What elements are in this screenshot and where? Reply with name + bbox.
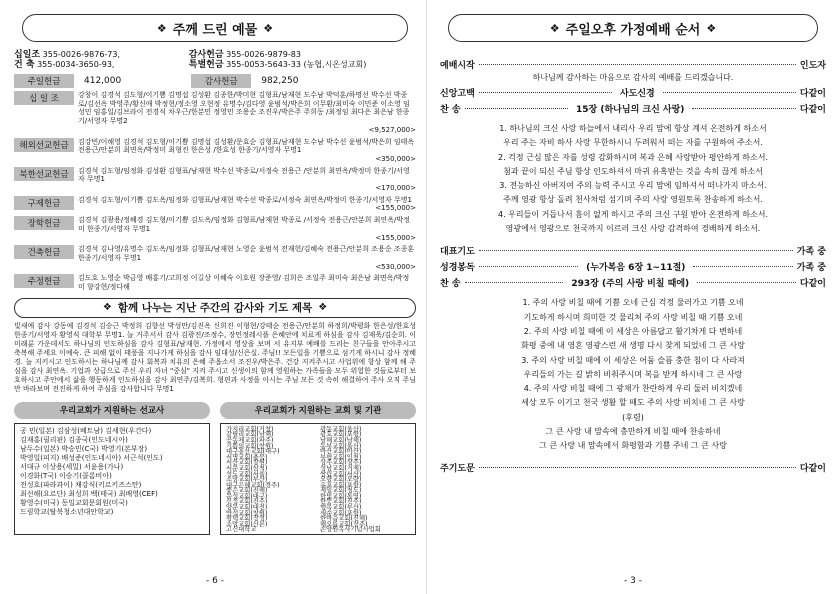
offering-donors — [74, 138, 416, 164]
missionary-line: 황영수(미국) 동일교회문회원(미국) — [20, 498, 128, 507]
church-item: 신정교회(진주) — [226, 498, 268, 506]
donor-names: 김강빈/이해영 김경석 김도형/이기쁨 김명섭 김성환/문효순 김형표/남재현 도수남 박수선 윤범석/박은희 임태옥 전용근/안분희 최면옥/박정미 최형진 한은성 /한효성 한종기/서영자 무명1 — [78, 137, 415, 155]
page-number-left: - 6 - — [206, 576, 224, 586]
church-item: 반석교회(창원) — [226, 509, 268, 517]
church-item: 문성교회(대구) — [226, 492, 268, 500]
offering-row — [14, 245, 416, 271]
lyric-line: 그 큰 사랑 내 맘속에 충만하게 비칠 때에 찬송하네 — [545, 427, 721, 437]
church-item: 한뜻교회(진주) — [320, 498, 362, 506]
order-lords-prayer: 주기도문 다같이 — [440, 464, 826, 475]
missionary-line: 박영일(피지) 배성준(인도네시아) 서근석(인도) — [20, 453, 163, 462]
left-page — [14, 14, 416, 586]
missionary-line: 남두수(일본) 박승민(C국) 박영기(본부장) — [20, 444, 148, 453]
offering-donors — [74, 245, 416, 271]
church-column-b — [320, 425, 410, 534]
offering-row — [14, 167, 416, 193]
lyric-line: 우리들의 가는 길 밝히 비춰주시며 복을 받게 하시네 그 큰 사랑 — [523, 369, 743, 379]
page-divider — [426, 0, 427, 594]
thanks-offering-label: 감사헌금 — [191, 74, 251, 88]
offering-row — [14, 216, 416, 242]
church-item: 행복교회(부산) — [320, 504, 362, 512]
tithe-account-label: 십일조 — [14, 50, 41, 60]
church-item: 기쁨의교회(창원) — [226, 442, 274, 450]
offering-total: <9,527,000> — [368, 125, 416, 134]
donor-names: 김경석 김광용/정혜경 김도형/이기쁨 김도옥/임정화 김형표/남재현 박종로 /서정숙 전용근/안분희 최연옥/박정미 한종기/서영자 무명1 — [78, 216, 410, 233]
offering-label: 장학헌금 — [14, 216, 74, 230]
missionary-line: 공 민(일본) 김삼성(베트남) 김세현(우간다) — [20, 426, 152, 435]
order-hymn1: 찬 송 15장 (하나님의 크신 사랑) 다같이 — [440, 104, 826, 115]
church-item: 손양원목사기념사업회 — [320, 526, 381, 534]
offering-label: 십 일 조 — [14, 91, 74, 105]
church-item: 갈릴리교회(남해) — [226, 431, 274, 439]
sunday-offering-label: 주일헌금 — [14, 74, 74, 88]
lyric-line: 화평 중에 내 영혼 영광스런 새 생명 다시 찾게 되었네 그 큰 사랑 — [521, 341, 745, 351]
lyric-line: 2. 걱정 근심 많은 자를 성령 감화하시며 복과 은혜 사랑받아 평안하게 하소서. — [498, 152, 768, 162]
account-info — [14, 50, 416, 70]
church-item: 소망교회(산본) — [226, 520, 268, 528]
church-item: 새순교회(포항) — [320, 509, 362, 517]
church-item: 성도교회(서울) — [226, 470, 268, 478]
missionary-line: 전성호(파라과이) 채강식(키르키즈스탄) — [20, 480, 142, 489]
missionary-line: 드림학교(탈북청소년대안학교) — [20, 507, 114, 516]
church-item: 남해교회(남해) — [320, 436, 362, 444]
prayer-title: ❖ 함께 나누는 지난 주간의 감사와 기도 제목 ❖ — [14, 298, 416, 318]
diamond-icon: ❖ — [318, 302, 328, 314]
donor-names: 김경석 김도형/이기쁨 김도옥/임정화 김형표/남재현 박수선 박종로/서정숙 최연옥/박정미 한종기/서영자 무명1 — [78, 195, 412, 204]
church-item: 공동체교회(파주) — [226, 436, 274, 444]
missionary-box — [14, 402, 210, 535]
opening-text: 하나님께 감사하는 마음으로 감사의 예배를 드리겠습니다. — [532, 73, 734, 82]
thanks-account-number: 355-0026-9879-83 — [226, 50, 301, 59]
page-number-right: - 3 - — [624, 576, 642, 586]
church-list — [220, 423, 416, 535]
lyric-line: (후렴) — [622, 412, 644, 422]
offering-row — [14, 274, 416, 291]
missionary-line: 최선해(요르단) 최성희 백(태국) 최배영(CEF) — [20, 489, 158, 498]
offering-row — [14, 138, 416, 164]
offering-total: <530,000> — [375, 262, 416, 271]
lyric-line: 1. 주의 사랑 비칠 때에 기쁨 오네 근심 걱정 물러가고 기쁨 오네 — [522, 298, 744, 308]
lyric-line: 3. 주의 사랑 비칠 때에 이 세상은 어둠 슬픔 충한 침이 다 사라져 — [521, 355, 745, 365]
lyric-line: 세상 모두 이기고 천국 생활 할 때도 주의 사랑 비치네 그 큰 사랑 — [521, 398, 745, 408]
lyric-line: 2. 주의 사랑 비칠 때에 이 세상은 아름답고 활기차게 다 변하네 — [523, 326, 743, 336]
offering-row — [14, 196, 416, 213]
sunday-offering-amount: 412,000 — [84, 76, 122, 86]
church-item: 유포교회(포항) — [320, 481, 362, 489]
church-item: 광동교회(울산) — [320, 425, 362, 433]
right-page — [440, 14, 827, 586]
prayer-text: 빛새예 감사 강동예 김경석 김승근 박정희 김향선 박성만/김진옥 신희진 이형현/강태순 전용근/안분희 하정희/박평화 한은성/한효성 한종기/서영자 황영식 대학부 무명1. 늘 거주서서 감사 김광진/조정수, 장민정레시플 은혜안에 치료게 하심을 감사 김재욱/김순희. 이 미래룬 가운데서도 하나님의 인도하심을 감사 김형표/남재현. 가정에서 영상을 보며 서 유지부 예배를 드리는 친구들을 안아주시고 축복해 주세요 이예숙. 큰 피해 없이 태풍을 지나가게 하심을 감사 임대성/신은실. 주님!! 모든일을 기쁨으로 섬기게 하시니 감사 정혜경. 늘 지키시고 인도하시는 하나님께 감사 회복과 치유의 은혜 주옵소서 조진우/박은주. 건강 지켜주시고 사업위에 항상 함께 해 주심을 감사 최연옥. 기업과 상급으로 주신 우리 자녀 "중심" 지켜 주시고 신생이의 함께 영원하는 가족들을 모두 위험한 것들로부터 보호하시고 주안에서 삶을 행동하게 인도하심을 감사 최연주/김복희. 형편과 사정을 아시는 주님 모든 것 속히 해결하여 주사 오직 주님만 바라보며 전진하게 하여 주심을 감사합니다 무명1 — [14, 321, 416, 393]
church-box — [220, 402, 416, 535]
thanks-account-label: 감사헌금 — [188, 50, 224, 60]
worship-order — [440, 56, 826, 476]
diamond-icon: ❖ — [549, 21, 560, 35]
offering-donors — [74, 274, 416, 291]
church-item: 서명교회(충북) — [226, 453, 268, 461]
offering-donors — [74, 196, 416, 213]
donor-names: 김경석 김나영/유명수 김도옥/임정화 김형표/남재현 노영순 윤범석 전재헌/김혜숙 전용근/안분희 조용순 조종훈 한종기/서영자 무명1 — [78, 245, 415, 262]
offering-donors — [74, 216, 416, 242]
lyric-line: 4. 주의 사랑 비칠 때에 그 광채가 찬란하게 우리 둘러 비치겠네 — [523, 384, 743, 394]
offering-label: 건축헌금 — [14, 245, 74, 259]
offering-label: 주정헌금 — [14, 274, 74, 288]
special-account-number: 355-0053-5643-33 (농협,시온성교회) — [226, 60, 367, 69]
worship-title: ❖ 주일오후 가정예배 순서 ❖ — [448, 14, 818, 42]
church-item: 평택교회(장성) — [226, 515, 268, 523]
diamond-icon: ❖ — [706, 21, 717, 35]
church-item: 오량교회(오량) — [320, 476, 362, 484]
church-item: 제일교회(청도) — [320, 487, 362, 495]
church-item: 상주교회(상주) — [320, 459, 362, 467]
missionary-line: 서대규 이상용(세밀) 서윤용(가나) — [20, 462, 124, 471]
offering-title: ❖ 주께 드린 예물 ❖ — [22, 14, 408, 42]
diamond-icon: ❖ — [102, 302, 112, 314]
summary-row — [14, 74, 416, 88]
offering-total: <155,000> — [375, 233, 416, 242]
lyric-line: 영광에서 영광으로 천국까지 이르러 크신 사랑 감격하여 경배하게 하소서. — [505, 224, 761, 234]
offering-total: <155,000> — [375, 204, 416, 213]
lyric-line: 그 큰 사랑 내 맘속에서 화평함과 기쁨 주네 그 큰 사랑 — [539, 441, 727, 451]
building-account-label: 건 축 — [14, 60, 35, 70]
church-item: 가지리교회(거창) — [226, 425, 274, 433]
church-item: 대구홍산교회(대구) — [226, 448, 280, 456]
lyric-line: 주께 영광 항상 돌려 천사처럼 섬기며 주의 사랑 영원토록 찬송하게 하소서. — [503, 195, 763, 205]
donor-names: 김경석 김도형/임정화 김성환 김형표/남재현 박수선 박종로/서정숙 전용근 /안분희 최연옥/박정미 한종기/서영자 무명1 — [78, 166, 410, 184]
order-creed: 신앙고백 사도신경 다같이 — [440, 88, 826, 99]
church-item: 마산교회(마산) — [320, 448, 362, 456]
missionary-line: 김재홍(필리핀) 김종국(인도네시아) — [20, 435, 128, 444]
offering-donors — [74, 91, 416, 135]
offering-row — [14, 91, 416, 135]
hymn-293-lyrics — [454, 296, 812, 453]
church-item: 한빛교회(통영) — [320, 492, 362, 500]
church-item: 서산교회(창원) — [226, 459, 268, 467]
thanks-offering-amount: 982,250 — [261, 76, 299, 86]
offering-label: 해외선교헌금 — [14, 138, 74, 152]
offering-total: <170,000> — [375, 184, 416, 193]
church-item: 동부교회(울산) — [320, 442, 362, 450]
diamond-icon: ❖ — [263, 21, 274, 35]
order-prayer: 대표기도 가족 중 — [440, 246, 826, 257]
missionary-title: 우리교회가 지원하는 선교사 — [14, 402, 210, 419]
church-item: 부평교회(인천) — [320, 453, 362, 461]
support-boxes — [14, 402, 416, 535]
special-account-label: 특별헌금 — [188, 60, 224, 70]
building-account-number: 355-0034-3650-93, — [37, 60, 115, 69]
lyric-line: 우리 주는 자비 하사 사랑 무한하시니 두려워서 떠는 자를 구원하여 주소서. — [503, 138, 763, 148]
church-item: 쌍림교회(서산) — [320, 470, 362, 478]
church-item: 성남교회(거제) — [320, 464, 362, 472]
church-item: 한마음교회(진해) — [320, 515, 368, 523]
order-reading: 성경봉독 (누가복음 6장 1~11절) 가족 중 — [440, 262, 826, 273]
church-item: 광호교회(포항) — [320, 431, 362, 439]
hymn-15-lyrics — [454, 122, 812, 236]
church-item: 소망교회(부산) — [226, 476, 268, 484]
church-column-a — [226, 425, 316, 534]
missionary-list — [14, 423, 210, 535]
lyric-line: 기도하게 하시며 희미한 것 물리쳐 주의 사랑 비칠 때 기쁨 오네 — [523, 312, 743, 322]
order-hymn2: 찬 송 293장 (주의 사랑 비칠 때에) 다같이 — [440, 278, 827, 289]
offering-list — [14, 91, 416, 292]
offering-label: 북한선교헌금 — [14, 167, 74, 181]
offering-donors — [74, 167, 416, 193]
order-start: 예배시작 인도자 — [440, 60, 826, 71]
church-item: 좋은교회(진해) — [226, 487, 268, 495]
missionary-line: 이경화(T국) 이승기(콜롬비아) — [20, 471, 112, 480]
offering-label: 구제헌금 — [14, 196, 74, 210]
donor-names: 강창이 김경석 김도형/이기쁨 김명섭 김성환 김종한/박미현 김형표/남재현 도수남 박덕훈/하명선 박수선 박종로/김선옥 박영주/황신애 박정현/정소영 오현정 유명수/김다영 윤범석/박은희 이무환/최미숙 이민준 이소영 임성민 임홍일/김브라이 전경식 차우근/한분민 정영민 조용순 조진우/박은주 주희동 /최정임 최다은 최은남 한종기/서영자 무명2 — [78, 91, 410, 126]
lyric-line: 3. 전능하신 아버지여 주의 능력 주시고 우리 맘에 임하셔서 떠나가지 마소서. — [499, 181, 767, 191]
lyric-line: 4. 우리들이 거듭나서 흠이 없게 하시고 주의 크신 구원 받아 온전하게 하소서. — [498, 209, 768, 219]
church-item: 고신대학교 — [226, 526, 257, 534]
donor-names: 김도호 노영순 박금영 배홍기/고희정 이길상 이혜숙 이호원 장준영/ 김희은 조일주 최미숙 최은남 최면옥/박정미 향강현/정다해 — [78, 274, 410, 292]
diamond-icon: ❖ — [156, 21, 167, 35]
tithe-account-number: 355-0026-9876-73, — [42, 50, 121, 59]
church-item: 해오름교회(장주) — [320, 520, 368, 528]
church-item: 대구은혜교회(경주) — [226, 481, 280, 489]
church-title: 우리교회가 지원하는 교회 및 기관 — [220, 402, 416, 419]
church-item: 서문교회(삼척) — [226, 464, 268, 472]
offering-total: <350,000> — [375, 154, 416, 163]
lyric-line: 1. 하나님의 크신 사랑 하늘에서 내리사 우리 맘에 항상 계셔 온전하게 하소서 — [499, 124, 767, 133]
lyric-line: 첨과 끝이 되신 주님 항상 인도하셔서 마귀 유혹받는 것을 속히 끊게 하소서 — [503, 166, 763, 176]
church-item: 양문교회(대전) — [226, 504, 268, 512]
